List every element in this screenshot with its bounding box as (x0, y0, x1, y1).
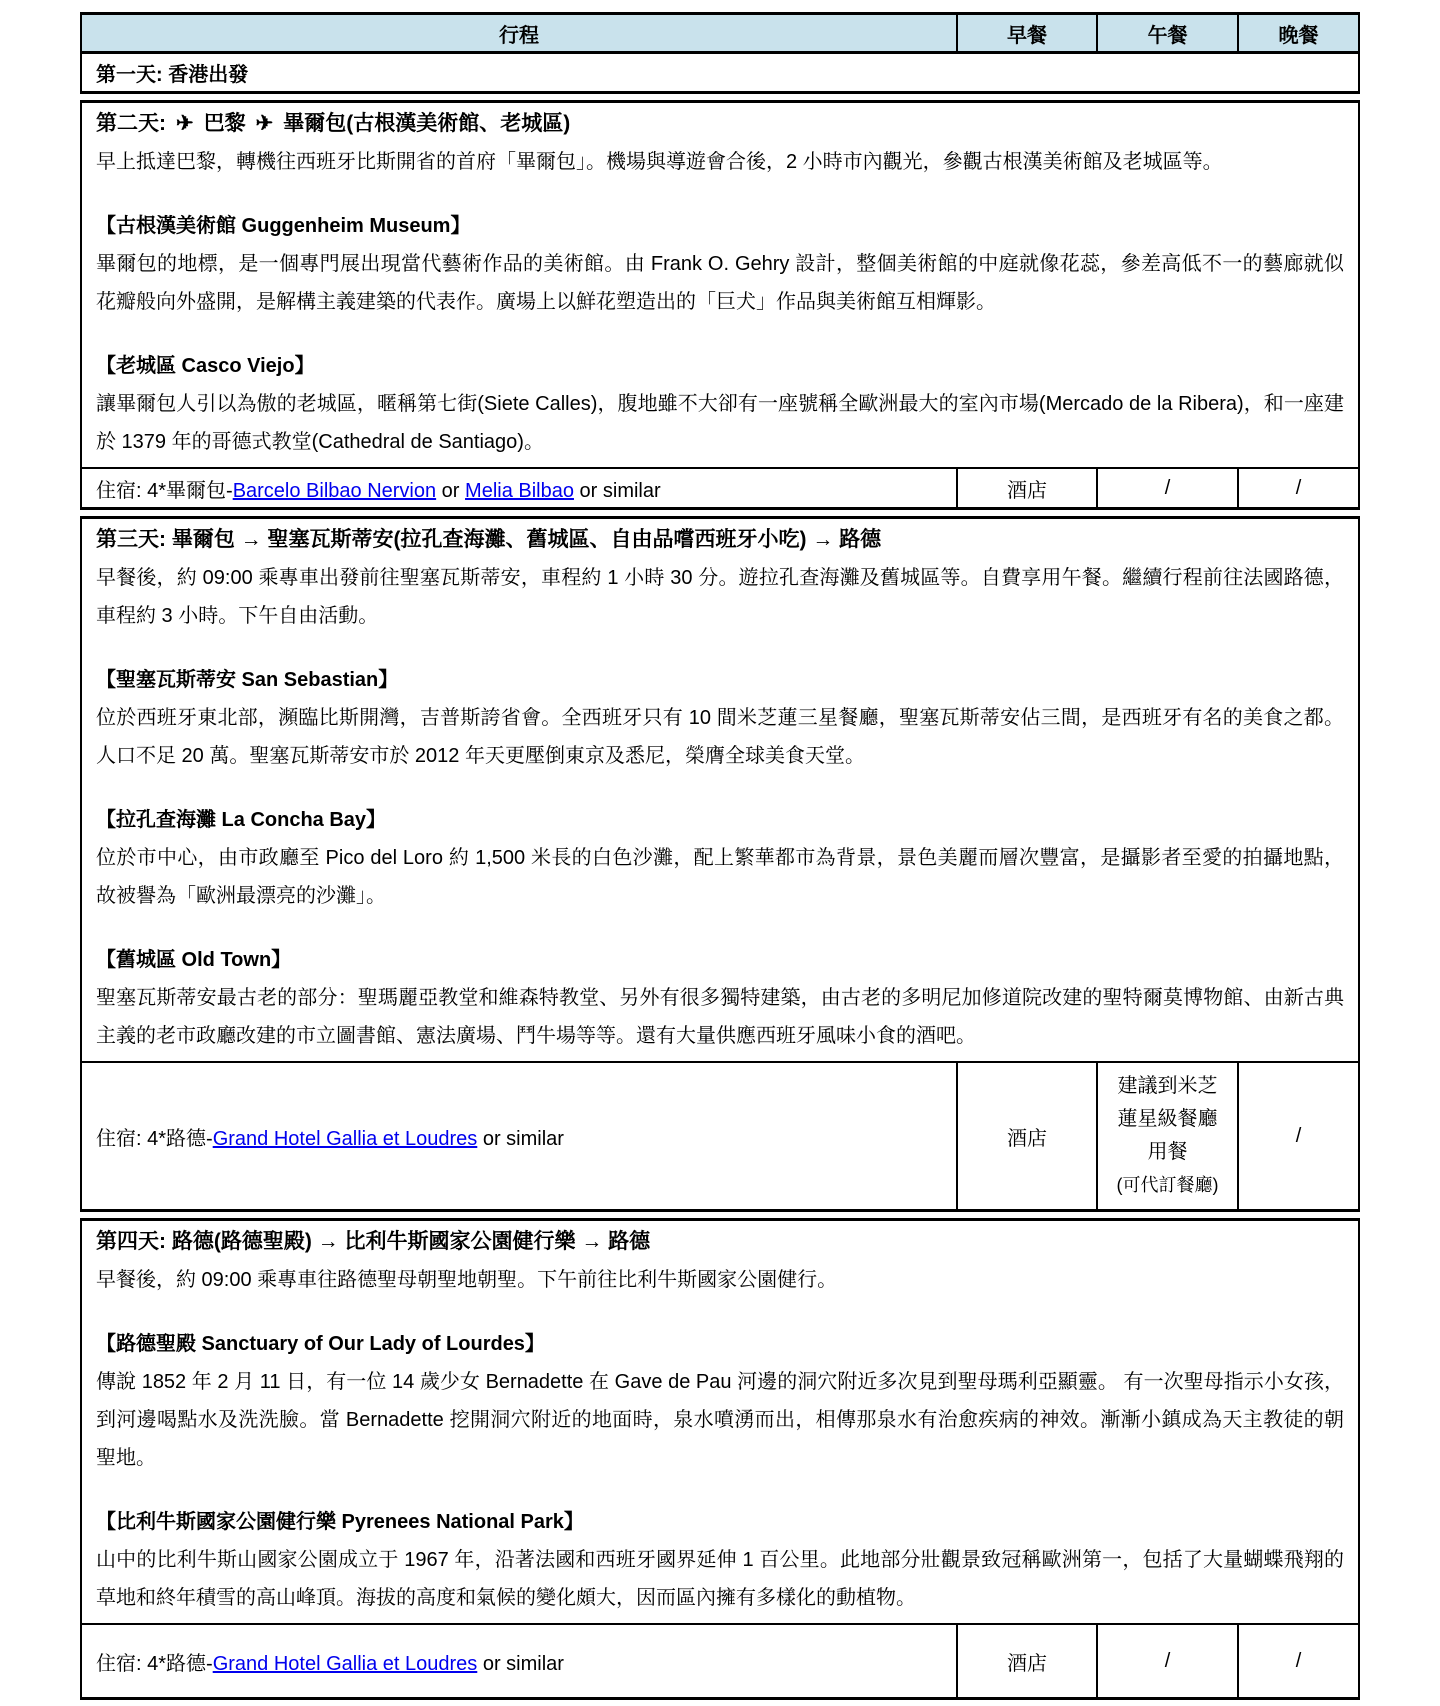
column-header-row (82, 15, 1358, 54)
day2-title-rest: 畢爾包(古根漢美術館、老城區) (283, 112, 571, 135)
day3-dinner-cell: / (1237, 1063, 1358, 1209)
hotel-link-grand-hotel-gallia[interactable]: Grand Hotel Gallia et Loudres (212, 1127, 478, 1150)
day1-row (82, 54, 1358, 91)
day3-hotel-prefix: 住宿: 4*路德- (96, 1127, 213, 1150)
day4-hotel-cell (82, 1625, 956, 1697)
day4-hotel-text (96, 1647, 564, 1676)
day4-section-pyrenees-heading: 【比利牛斯國家公園健行樂 Pyrenees National Park】 (96, 1511, 584, 1533)
day2-block (80, 100, 1360, 510)
day3-hotel-cell (82, 1063, 956, 1209)
day3-lunch-suggestion: 建議到米芝蓮星級餐廳用餐 (1117, 1075, 1218, 1163)
day2-title (96, 105, 1344, 143)
col-header-dinner: 晚餐 (1237, 15, 1358, 51)
day2-title-city: 巴黎 (203, 112, 246, 135)
day3-intro: 早餐後，約 09:00 乘專車出發前往聖塞瓦斯蒂安，車程約 1 小時 30 分。遊拉孔查海灘及舊城區等。自費享用午餐。繼續行程前往法國路德，車程約 3 小時。下午自由活動。 (96, 567, 1344, 627)
day4-section-pyrenees-body: 山中的比利牛斯山國家公園成立于 1967 年，沿著法國和西班牙國界延伸 1 百公里。此地部分壯觀景致冠稱歐洲第一，包括了大量蝴蝶飛翔的草地和終年積雪的高山峰頂。海拔的高度和氣候的變化頗大，因而區內擁有多樣化的動植物。 (96, 1549, 1344, 1609)
day3-section-old-town-body: 聖塞瓦斯蒂安最古老的部分：聖瑪麗亞教堂和維森特教堂、另外有很多獨特建築，由古老的多明尼加修道院改建的聖特爾莫博物館、由新古典主義的老市政廳改建的市立圖書館、憲法廣場、鬥牛場等等。還有大量供應西班牙風味小食的酒吧。 (96, 987, 1344, 1047)
day3-breakfast-cell: 酒店 (956, 1063, 1096, 1209)
day4-block (80, 1218, 1360, 1700)
day2-hotel-suffix: or similar (573, 479, 661, 502)
col-header-itinerary: 行程 (499, 24, 539, 47)
col-header-breakfast: 早餐 (956, 15, 1096, 51)
day4-hotel-row (82, 1623, 1358, 1697)
day3-section-la-concha-heading: 【拉孔查海灘 La Concha Bay】 (96, 809, 387, 831)
day3-section-san-sebastian-body: 位於西班牙東北部，瀕臨比斯開灣，吉普斯誇省會。全西班牙只有 10 間米芝蓮三星餐廳，聖塞瓦斯蒂安佔三間，是西班牙有名的美食之都。人口不足 20 萬。聖塞瓦斯蒂安市於 2012 年天更壓倒東京及悉尼，榮膺全球美食天堂。 (96, 707, 1344, 767)
day2-content (82, 103, 1358, 467)
day2-breakfast-cell: 酒店 (956, 469, 1096, 507)
day3-section-old-town-heading: 【舊城區 Old Town】 (96, 949, 292, 971)
day2-hotel-text (96, 474, 661, 503)
day4-breakfast-cell: 酒店 (956, 1625, 1096, 1697)
hotel-link-barcelo-bilbao-nervion[interactable]: Barcelo Bilbao Nervion (232, 479, 437, 502)
day3-block (80, 516, 1360, 1212)
hotel-link-melia-bilbao[interactable]: Melia Bilbao (465, 479, 574, 502)
day3-section-la-concha-body: 位於市中心，由市政廳至 Pico del Loro 約 1,500 米長的白色沙灘，配上繁華都市為背景，景色美麗而層次豐富，是攝影者至愛的拍攝地點，故被譽為「歐洲最漂亮的沙灘」。 (96, 847, 1344, 907)
day3-hotel-suffix: or similar (477, 1127, 564, 1150)
day2-hotel-row (82, 467, 1358, 507)
header-table (80, 12, 1360, 94)
day2-section-guggenheim-heading: 【古根漢美術館 Guggenheim Museum】 (96, 215, 471, 237)
day4-lunch-cell: / (1096, 1625, 1237, 1697)
day4-hotel-suffix: or similar (477, 1652, 564, 1675)
day3-hotel-row (82, 1061, 1358, 1209)
day3-section-san-sebastian-heading: 【聖塞瓦斯蒂安 San Sebastian】 (96, 669, 399, 691)
day2-intro: 早上抵達巴黎，轉機往西班牙比斯開省的首府「畢爾包」。機場與導遊會合後，2 小時市內觀光，參觀古根漢美術館及老城區等。 (96, 151, 1223, 173)
day1-title: 第一天: 香港出發 (96, 64, 249, 86)
day2-section-guggenheim-body: 畢爾包的地標，是一個專門展出現當代藝術作品的美術館。由 Frank O. Gehry 設計，整個美術館的中庭就像花蕊，參差高低不一的藝廊就似花瓣般向外盛開，是解構主義建築的代表作。廣場上以鮮花塑造出的「巨犬」作品與美術館互相輝影。 (96, 253, 1344, 313)
day4-title: 第四天: 路德(路德聖殿) → 比利牛斯國家公園健行樂 → 路德 (96, 1230, 651, 1253)
day3-hotel-text (96, 1122, 564, 1151)
day3-lunch-note: (可代訂餐廳) (1116, 1175, 1219, 1195)
day2-hotel-cell (82, 469, 956, 507)
day3-content (82, 519, 1358, 1061)
hotel-link-grand-hotel-gallia[interactable]: Grand Hotel Gallia et Loudres (212, 1652, 478, 1675)
day4-hotel-prefix: 住宿: 4*路德- (96, 1652, 213, 1675)
day3-lunch-cell (1096, 1063, 1237, 1209)
day4-content (82, 1221, 1358, 1623)
day2-lunch-cell: / (1096, 469, 1237, 507)
day2-hotel-or: or (436, 479, 466, 502)
airplane-icon: ✈ (176, 112, 194, 135)
day2-section-casco-viejo-body: 讓畢爾包人引以為傲的老城區，暱稱第七街(Siete Calles)，腹地雖不大卻有一座號稱全歐洲最大的室內市場(Mercado de la Ribera)，和一座建於 1379 年的哥德式教堂(Cathedral de Santiago)。 (96, 393, 1344, 453)
day2-section-casco-viejo-heading: 【老城區 Casco Viejo】 (96, 355, 315, 377)
day4-section-lourdes-body: 傳說 1852 年 2 月 11 日，有一位 14 歲少女 Bernadette 在 Gave de Pau 河邊的洞穴附近多次見到聖母瑪利亞顯靈。 有一次聖母指示小女孩，到河邊喝點水及洗洗臉。當 Bernadette 挖開洞穴附近的地面時，泉水噴湧而出，相傳那泉水有治愈疾病的神效。漸漸小鎮成為天主教徒的朝聖地。 (96, 1371, 1344, 1469)
day4-intro: 早餐後，約 09:00 乘專車往路德聖母朝聖地朝聖。下午前往比利牛斯國家公園健行。 (96, 1269, 838, 1291)
day2-title-prefix: 第二天: (96, 112, 166, 135)
day4-dinner-cell: / (1237, 1625, 1358, 1697)
itinerary-document (80, 12, 1360, 1706)
day3-title: 第三天: 畢爾包 → 聖塞瓦斯蒂安(拉孔查海灘、舊城區、自由品嚐西班牙小吃) → 路德 (96, 528, 882, 551)
day2-dinner-cell: / (1237, 469, 1358, 507)
airplane-icon: ✈ (255, 112, 274, 135)
day4-section-lourdes-heading: 【路德聖殿 Sanctuary of Our Lady of Lourdes】 (96, 1333, 545, 1355)
col-header-lunch: 午餐 (1096, 15, 1237, 51)
day2-hotel-prefix: 住宿: 4*畢爾包- (96, 479, 233, 502)
